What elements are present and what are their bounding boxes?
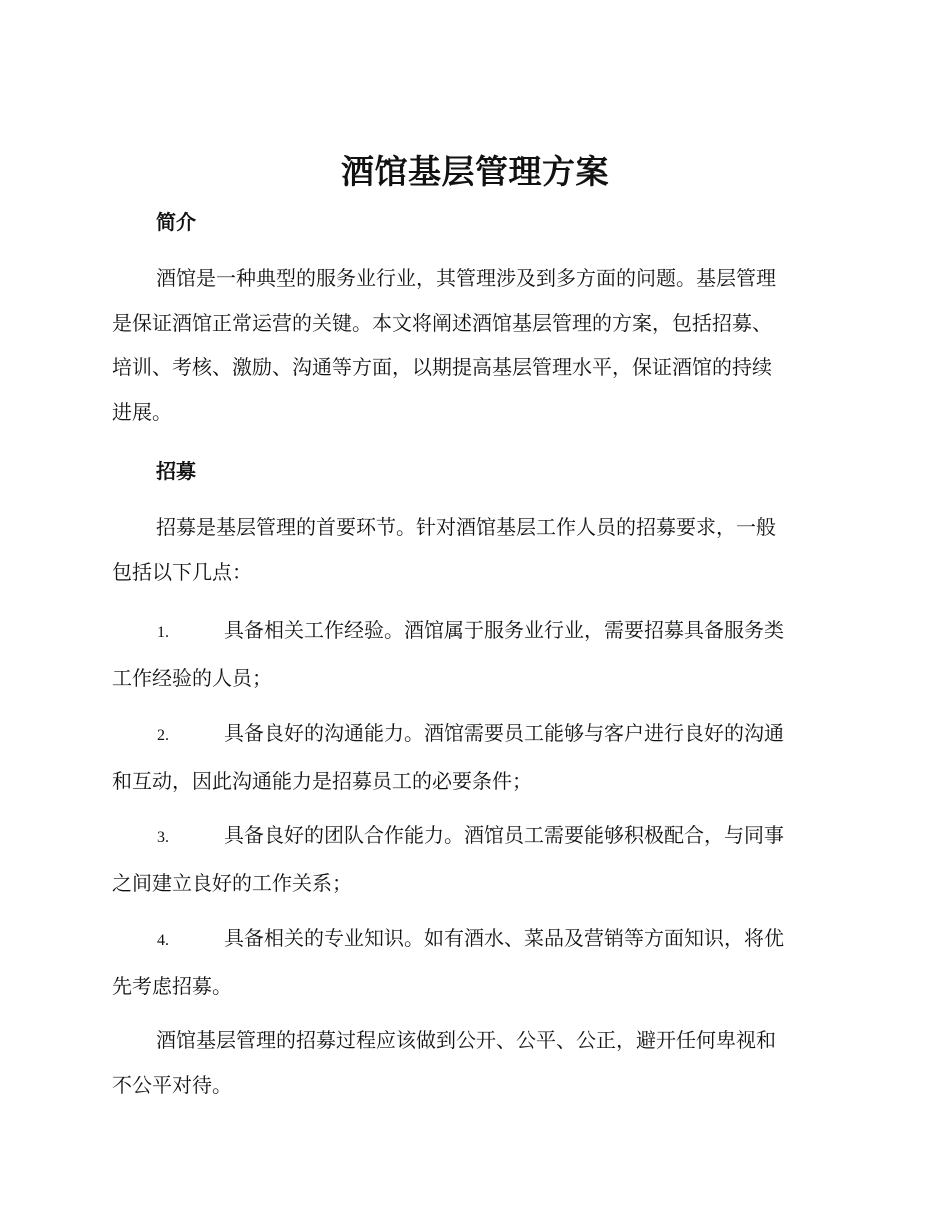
paragraph-line: 进展。 xyxy=(112,399,172,424)
list-number: 1. xyxy=(157,624,169,641)
list-item-continuation: 之间建立良好的工作关系； xyxy=(112,870,352,895)
list-number: 3. xyxy=(157,829,169,846)
paragraph-line: 包括以下几点： xyxy=(112,559,252,584)
paragraph-line: 是保证酒馆正常运营的关键。本文将阐述酒馆基层管理的方案，包括招募、 xyxy=(112,310,772,335)
list-item-text: 具备良好的沟通能力。酒馆需要员工能够与客户进行良好的沟通 xyxy=(224,721,784,745)
recruitment-closing-paragraph xyxy=(112,1018,834,1107)
section-heading-recruitment: 招募 xyxy=(156,459,196,483)
list-item-text: 具备相关的专业知识。如有酒水、菜品及营销等方面知识，将优 xyxy=(224,926,784,950)
section-heading-intro: 简介 xyxy=(156,210,196,234)
list-item-continuation: 工作经验的人员； xyxy=(112,665,272,690)
list-item xyxy=(112,608,834,700)
paragraph-line: 招募是基层管理的首要环节。针对酒馆基层工作人员的招募要求，一般 xyxy=(156,515,776,539)
list-number: 4. xyxy=(157,932,169,949)
list-number: 2. xyxy=(157,727,169,744)
intro-paragraph xyxy=(112,256,834,434)
paragraph-line: 酒馆是一种典型的服务业行业，其管理涉及到多方面的问题。基层管理 xyxy=(156,266,776,290)
list-item xyxy=(112,916,834,1008)
list-item-continuation: 和互动，因此沟通能力是招募员工的必要条件； xyxy=(112,768,532,793)
list-item xyxy=(112,813,834,905)
list-item-text: 具备相关工作经验。酒馆属于服务业行业，需要招募具备服务类 xyxy=(224,618,784,642)
list-item-continuation: 先考虑招募。 xyxy=(112,973,232,998)
paragraph-line: 不公平对待。 xyxy=(112,1072,232,1097)
recruitment-intro-paragraph xyxy=(112,505,834,594)
document-title: 酒馆基层管理方案 xyxy=(341,152,609,191)
list-item-text: 具备良好的团队合作能力。酒馆员工需要能够积极配合，与同事 xyxy=(224,823,784,847)
list-item xyxy=(112,711,834,803)
paragraph-line: 培训、考核、激励、沟通等方面，以期提高基层管理水平，保证酒馆的持续 xyxy=(112,355,772,379)
paragraph-line: 酒馆基层管理的招募过程应该做到公开、公平、公正，避开任何卑视和 xyxy=(156,1028,776,1052)
